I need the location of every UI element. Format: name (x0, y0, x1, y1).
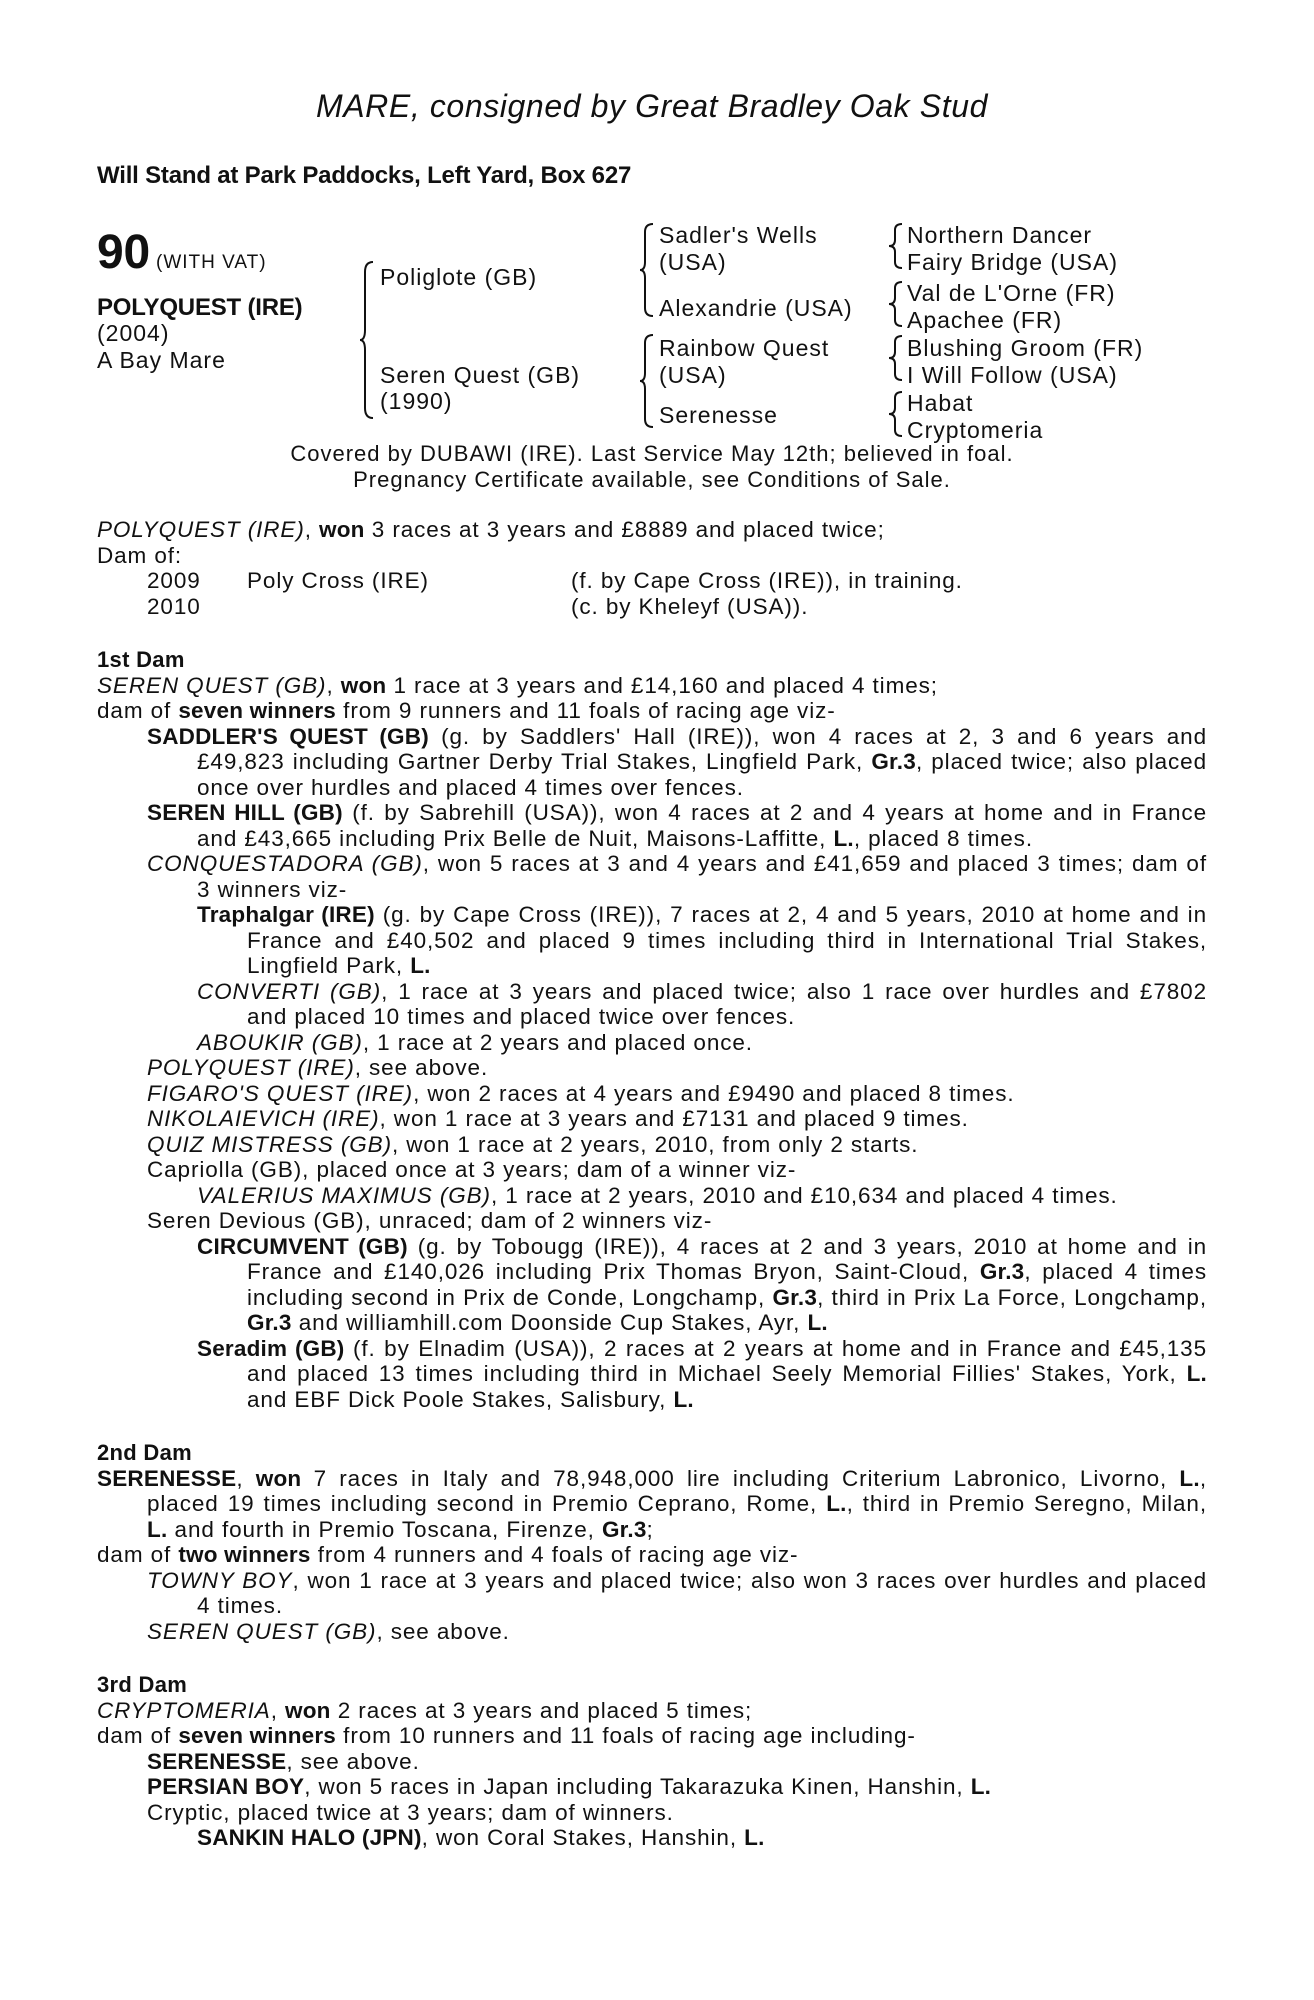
horse-name: POLYQUEST (IRE) (97, 294, 303, 321)
pedigree-body (97, 517, 1207, 1851)
pedigree-dam-dam: Serenesse (659, 402, 778, 428)
first-dam-record: SEREN QUEST (GB), won 1 race at 3 years and £14,160 and placed 4 times; (97, 672, 938, 698)
stand-location: Will Stand at Park Paddocks, Left Yard, Box 627 (97, 162, 632, 189)
entry-cryptic: Cryptic, placed twice at 3 years; dam of winners. (147, 1799, 674, 1825)
third-dam-heading: 3rd Dam (97, 1672, 188, 1697)
entry-valerius-maximus: VALERIUS MAXIMUS (GB), 1 race at 2 years, 2010 and £10,634 and placed 4 times. (197, 1182, 1118, 1208)
entry-capriolla: Capriolla (GB), placed once at 3 years; dam of a winner viz- (147, 1157, 797, 1182)
entry-seren-hill: SEREN HILL (GB) (f. by Sabrehill (USA)), won 4 races at 2 and 4 years at home and in France and £43,665 including Prix Belle de Nuit, Maisons-Laffitte, L., placed 8 times. (147, 800, 1207, 851)
pedigree-dam-sire: Rainbow Quest (659, 335, 830, 361)
mare-record: POLYQUEST (IRE), won 3 races at 3 years and £8889 and placed twice; (97, 517, 885, 542)
pedigree-brace-dd (888, 390, 904, 438)
pedigree-dam-sire-country: (USA) (659, 362, 727, 388)
dam-of-label: Dam of: (97, 542, 183, 568)
entry-nikolaievich: NIKOLAIEVICH (IRE), won 1 race at 3 years and £7131 and placed 9 times. (147, 1106, 969, 1131)
pedigree-dam-year: (1990) (380, 388, 453, 414)
pedigree-dsd: I Will Follow (USA) (907, 362, 1118, 388)
entry-towny-boy: TOWNY BOY, won 1 race at 3 years and placed twice; also won 3 races over hurdles and placed 4 times. (147, 1567, 1207, 1618)
pedigree-dam: Seren Quest (GB) (380, 362, 581, 388)
entry-figaros-quest: FIGARO'S QUEST (IRE), won 2 races at 4 years and £9490 and placed 8 times. (147, 1080, 1015, 1106)
entry-aboukir: ABOUKIR (GB), 1 race at 2 years and placed once. (197, 1029, 753, 1055)
entry-polyquest: POLYQUEST (IRE), see above. (147, 1055, 489, 1080)
entry-quiz-mistress: QUIZ MISTRESS (GB), won 1 race at 2 years, 2010, from only 2 starts. (147, 1131, 919, 1157)
entry-saddlers-quest: SADDLER'S QUEST (GB) (g. by Saddlers' Hall (IRE)), won 4 races at 2, 3 and 6 years and £49,823 including Gartner Derby Trial Stakes, Lingfield Park, Gr.3, placed twice; also placed once over hurdles and placed 4 times over fences. (147, 723, 1207, 800)
pedigree-brace-main (359, 260, 375, 420)
vat-note: (WITH VAT) (156, 252, 267, 273)
entry-serenesse: SERENESSE, see above. (147, 1748, 420, 1774)
entry-sankin-halo: SANKIN HALO (JPN), won Coral Stakes, Hanshin, L. (197, 1825, 765, 1850)
pedigree-sss: Northern Dancer (907, 222, 1093, 248)
pedigree-dss: Blushing Groom (FR) (907, 335, 1144, 361)
horse-description: A Bay Mare (97, 347, 226, 373)
covered-line-1: Covered by DUBAWI (IRE). Last Service May 12th; believed in foal. (290, 441, 1014, 466)
pedigree-sire: Poliglote (GB) (380, 264, 538, 290)
horse-year: (2004) (97, 320, 170, 346)
produce-row: 2010 (c. by Kheleyf (USA)). (147, 593, 809, 619)
first-dam-heading: 1st Dam (97, 647, 185, 672)
pedigree-brace-dam (639, 333, 655, 429)
entry-traphalgar: Traphalgar (IRE) (g. by Cape Cross (IRE)), 7 races at 2, 4 and 5 years, 2010 at home and in France and £40,502 and placed 9 times including third in International Trial Stakes, Lingfield Park, L. (197, 902, 1207, 978)
pedigree-sdd: Apachee (FR) (907, 307, 1063, 333)
page-header: MARE, consigned by Great Bradley Oak Stud (315, 88, 989, 124)
covered-statement (97, 441, 1207, 493)
first-dam-produce-summary: dam of seven winners from 9 runners and 11 foals of racing age viz- (97, 698, 836, 723)
second-dam-heading: 2nd Dam (97, 1440, 193, 1465)
second-dam-produce-summary: dam of two winners from 4 runners and 4 foals of racing age viz- (97, 1542, 799, 1567)
entry-persian-boy: PERSIAN BOY, won 5 races in Japan including Takarazuka Kinen, Hanshin, L. (147, 1774, 992, 1799)
pedigree-dds: Habat (907, 390, 974, 416)
pedigree-brace-sire (639, 222, 655, 318)
pedigree-ddd: Cryptomeria (907, 417, 1044, 443)
second-dam-record: SERENESSE, won 7 races in Italy and 78,948,000 lire including Criterium Labronico, Livorno, L., placed 19 times including second in Premio Ceprano, Rome, L., third in Premio Seregno, Milan, L. and fourth in Premio Toscana, Firenze, Gr.3; (97, 1465, 1207, 1542)
pedigree-brace-sd (888, 280, 904, 328)
produce-row: 2009 Poly Cross (IRE) (f. by Cape Cross (IRE)), in training. (147, 568, 963, 593)
third-dam-record: CRYPTOMERIA, won 2 races at 3 years and placed 5 times; (97, 1697, 753, 1723)
pedigree-sire-sire-country: (USA) (659, 249, 727, 275)
pedigree-brace-ss (888, 222, 904, 270)
lot-number: 90 (97, 226, 150, 279)
entry-conquestadora: CONQUESTADORA (GB), won 5 races at 3 and 4 years and £41,659 and placed 3 times; dam of 3 winners viz- (147, 851, 1207, 902)
pedigree-sds: Val de L'Orne (FR) (907, 280, 1116, 306)
pedigree-sire-dam: Alexandrie (USA) (659, 295, 853, 321)
covered-line-2: Pregnancy Certificate available, see Conditions of Sale. (353, 467, 951, 492)
entry-converti: CONVERTI (GB), 1 race at 3 years and placed twice; also 1 race over hurdles and £7802 and placed 10 times and placed twice over fences. (197, 978, 1207, 1029)
pedigree-sire-sire: Sadler's Wells (659, 222, 818, 248)
pedigree-brace-ds (888, 334, 904, 382)
entry-circumvent: CIRCUMVENT (GB) (g. by Tobougg (IRE)), 4 races at 2 and 3 years, 2010 at home and in France and £140,026 including Prix Thomas Bryon, Saint-Cloud, Gr.3, placed 4 times including second in Prix de Conde, Longchamp, Gr.3, third in Prix La Force, Longchamp, Gr.3 and williamhill.com Doonside Cup Stakes, Ayr, L. (197, 1233, 1208, 1335)
third-dam-produce-summary: dam of seven winners from 10 runners and 11 foals of racing age including- (97, 1723, 916, 1748)
pedigree-ssd: Fairy Bridge (USA) (907, 249, 1118, 275)
entry-seradim: Seradim (GB) (f. by Elnadim (USA)), 2 races at 2 years at home and in France and £45,135 and placed 13 times including third in Michael Seely Memorial Fillies' Stakes, York, L. and EBF Dick Poole Stakes, Salisbury, L. (197, 1335, 1207, 1412)
entry-seren-devious: Seren Devious (GB), unraced; dam of 2 winners viz- (147, 1208, 713, 1233)
entry-seren-quest: SEREN QUEST (GB), see above. (147, 1618, 510, 1644)
lot-number-block (97, 225, 267, 280)
